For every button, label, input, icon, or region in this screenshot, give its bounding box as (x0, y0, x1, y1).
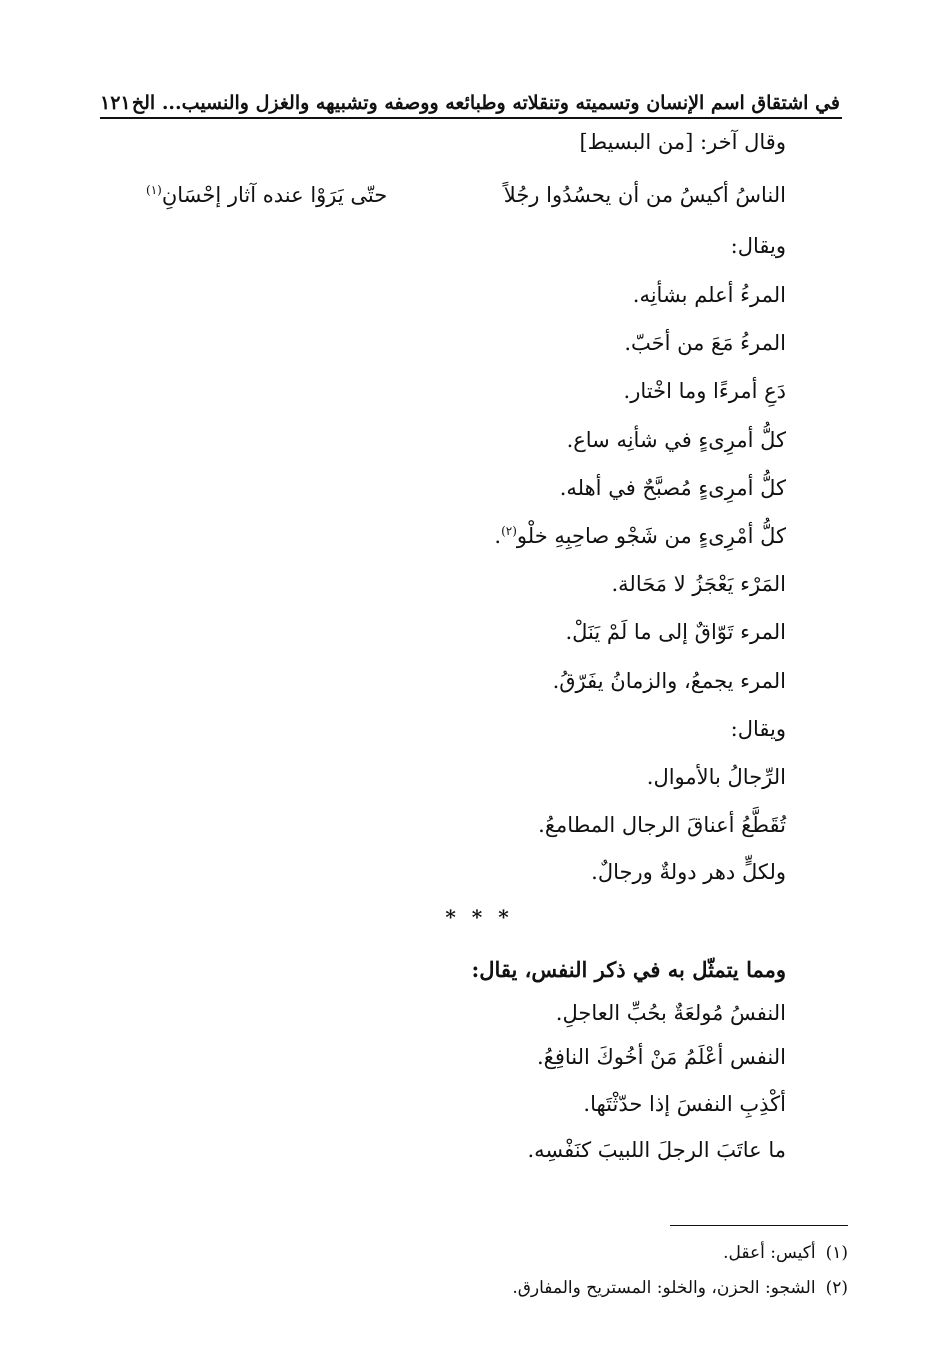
proverb-line: المرء تَوّاقٌ إلى ما لَمْ يَنَلْ. (565, 620, 786, 644)
proverb-text: كلُّ أمْرِىءٍ من شَجْو صاحِبِهِ خلْو (516, 524, 786, 548)
verse-intro: وقال آخر: [من البسيط] (579, 130, 786, 154)
section-separator: * * * (445, 905, 515, 929)
footnote-text: الشجو: الحزن، والخلو: المستريح والمفارق. (512, 1278, 816, 1298)
proverb-line: ولكلٍّ دهر دولةٌ ورجالٌ. (591, 860, 786, 884)
running-head (100, 74, 840, 114)
said-label-1: ويقال: (730, 234, 786, 258)
footnote-item (723, 1242, 848, 1264)
verse-first-hemistich: الناسُ أكيسُ من أن يحسُدُوا رجُلاً (503, 183, 786, 207)
footnote-ref-2: (٢) (501, 524, 517, 538)
proverb-line: المرءُ مَعَ من أحَبّ. (624, 331, 786, 355)
section-heading: ومما يتمثّل به في ذكر النفس، يقال: (471, 957, 786, 982)
page-number: ١٢١ (100, 92, 131, 114)
proverb-line: المرء يجمعُ، والزمانُ يفَرّقُ. (552, 669, 786, 693)
proverb-line: النفسُ مُولعَةٌ بحُبِّ العاجلِ. (555, 1001, 786, 1025)
proverb-line: المرءُ أعلم بشأنِه. (632, 283, 786, 307)
second-hemistich-text: حتّى يَرَوْا عنده آثار إحْسَانِ (161, 183, 388, 207)
proverb-line: دَعِ أمرءًا وما اخْتار. (623, 379, 786, 403)
proverb-line: كلُّ أمرِىءٍ مُصبَّحٌ في أهله. (559, 476, 786, 500)
running-title: في اشتقاق اسم الإنسان وتسميته وتنقلاته وطبائعه ووصفه وتشبيهه والغزل والنسيب... الخ (131, 92, 840, 114)
footnote-item (512, 1277, 848, 1299)
verse-second-hemistich (146, 180, 387, 214)
poem-verse (146, 180, 786, 214)
footnote-ref-1: (١) (146, 183, 162, 197)
proverb-line: كلُّ أمرِىءٍ في شأنِه ساع. (566, 428, 786, 452)
proverb-line: المَرْء يَعْجَزُ لا مَحَالة. (611, 572, 786, 596)
proverb-line: أكْذِبِ النفسَ إذا حدّثْتَها. (583, 1092, 786, 1116)
proverb-line: تُقَطَّعُ أعناقَ الرجال المطامعُ. (538, 813, 786, 837)
footnote-text: أكيس: أعقل. (723, 1243, 816, 1263)
proverb-line: كلُّ أمْرِىءٍ من شَجْو صاحِبِهِ خلْو$^{(٢)}$. (494, 524, 786, 548)
proverb-line: ما عاتَبَ الرجلَ اللبيبَ كنَفْسِه. (527, 1138, 786, 1162)
proverb-line: الرِّجالُ بالأموال. (646, 765, 786, 789)
footnote-number: (١) (825, 1243, 848, 1263)
footnote-rule (670, 1225, 848, 1226)
proverb-line: النفس أعْلَمُ مَنْ أخُوكَ النافِعُ. (536, 1045, 786, 1069)
footnote-number: (٢) (825, 1278, 848, 1298)
said-label-2: ويقال: (730, 717, 786, 741)
header-rule (100, 117, 842, 119)
